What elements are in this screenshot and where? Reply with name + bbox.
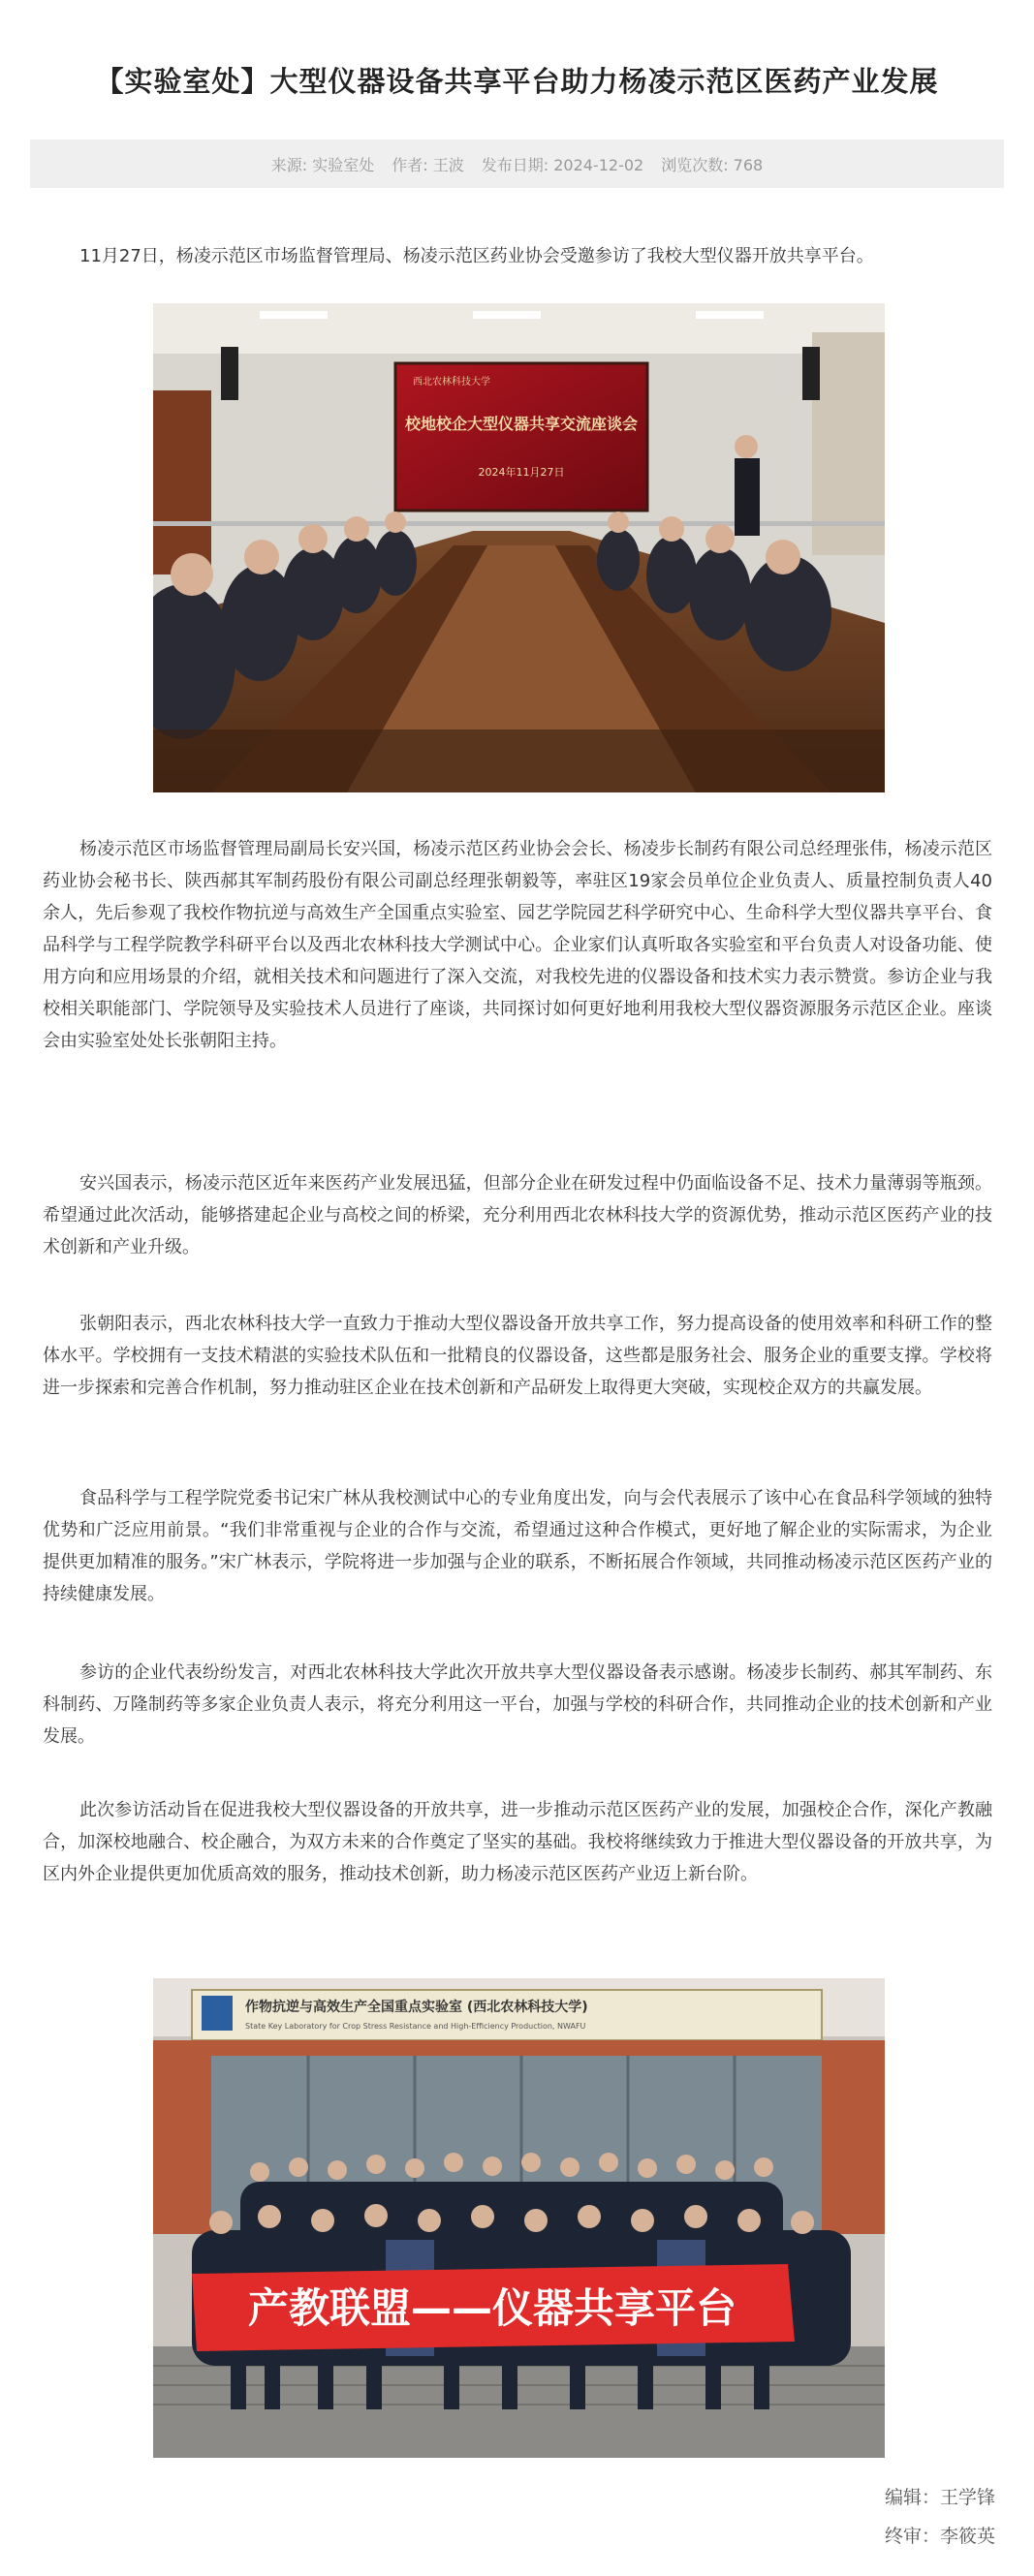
meta-author: 作者: 王波	[392, 155, 464, 174]
article-title: 【实验室处】大型仪器设备共享平台助力杨凌示范区医药产业发展	[95, 65, 939, 98]
meeting-photo	[153, 303, 885, 792]
reviewer-credit: 终审：李筱英	[884, 2526, 995, 2547]
lab-sign-en: State Key Laboratory for Crop Stress Resistance and High-Efficiency Production, NWAFU	[245, 2022, 586, 2031]
meeting-photo-graphic	[153, 303, 885, 792]
lab-sign-cn: 作物抗逆与高效生产全国重点实验室 (西北农林科技大学)	[245, 2000, 588, 2015]
meta-views: 浏览次数: 768	[661, 155, 764, 174]
screen-logo: 西北农林科技大学	[413, 377, 490, 388]
paragraph-6: 参访的企业代表纷纷发言，对西北农林科技大学此次开放共享大型仪器设备表示感谢。杨凌步长制药、郝其军制药、东科制药、万隆制药等多家企业负责人表示，将充分利用这一平台，加强与学校的科研合作，共同推动企业的技术创新和产业发展。	[43, 1662, 992, 1747]
paragraph-7: 此次参访活动旨在促进我校大型仪器设备的开放共享，进一步推动示范区医药产业的发展，加强校企合作，深化产教融合，加深校地融合、校企融合，为双方未来的合作奠定了坚实的基础。我校将继续致力于推进大型仪器设备的开放共享，为区内外企业提供更加优质高效的服务，推动技术创新，助力杨凌示范区医药产业迈上新台阶。	[43, 1800, 992, 1884]
paragraph-4: 张朝阳表示，西北农林科技大学一直致力于推动大型仪器设备开放共享工作，努力提高设备的使用效率和科研工作的整体水平。学校拥有一支技术精湛的实验技术队伍和一批精良的仪器设备，这些都是服务社会、服务企业的重要支撑。学校将进一步探索和完善合作机制，努力推动驻区企业在技术创新和产品研发上取得更大突破，实现校企双方的共赢发展。	[43, 1314, 992, 1398]
paragraph-5: 食品科学与工程学院党委书记宋广林从我校测试中心的专业角度出发，向与会代表展示了该中心在食品科学领域的独特优势和广泛应用前景。“我们非常重视与企业的合作与交流，希望通过这种合作模式，更好地了解企业的实际需求，为企业提供更加精准的服务。”宋广林表示，学院将进一步加强与企业的联系，不断拓展合作领域，共同推动杨凌示范区医药产业的持续健康发展。	[43, 1488, 992, 1604]
paragraph-3: 安兴国表示，杨凌示范区近年来医药产业发展迅猛，但部分企业在研发过程中仍面临设备不足、技术力量薄弱等瓶颈。希望通过此次活动，能够搭建起企业与高校之间的桥梁，充分利用西北农林科技大学的资源优势，推动示范区医药产业的技术创新和产业升级。	[43, 1173, 992, 1257]
lab-emblem-icon	[202, 1996, 233, 2031]
meta-source: 来源: 实验室处	[270, 155, 375, 174]
meta-date: 发布日期: 2024-12-02	[481, 155, 644, 174]
paragraph-2: 杨凌示范区市场监督管理局副局长安兴国，杨凌示范区药业协会会长、杨凌步长制药有限公司总经理张伟，杨凌示范区药业协会秘书长、陕西郝其军制药股份有限公司副总经理张朝毅等，率驻区19家会员单位企业负责人、质量控制负责人40余人，先后参观了我校作物抗逆与高效生产全国重点实验室、园艺学院园艺科学研究中心、生命科学大型仪器共享平台、食品科学与工程学院教学科研平台以及西北农林科技大学测试中心。企业家们认真听取各实验室和平台负责人对设备功能、使用方向和应用场景的介绍，就相关技术和问题进行了深入交流，对我校先进的仪器设备和技术实力表示赞赏。参访企业与我校相关职能部门、学院领导及实验技术人员进行了座谈，共同探讨如何更好地利用我校大型仪器资源服务示范区企业。座谈会由实验室处处长张朝阳主持。	[43, 839, 992, 1051]
screen-title: 校地校企大型仪器共享交流座谈会	[404, 415, 639, 433]
editor-credit: 编辑：王学锋	[884, 2487, 995, 2508]
group-photo-graphic	[153, 1978, 885, 2458]
banner-text: 产教联盟——仪器共享平台	[247, 2284, 737, 2332]
group-photo	[153, 1978, 885, 2458]
paragraph-1: 11月27日，杨凌示范区市场监督管理局、杨凌示范区药业协会受邀参访了我校大型仪器开放共享平台。	[79, 246, 874, 266]
article-meta-bar	[30, 140, 1004, 188]
screen-date: 2024年11月27日	[478, 466, 565, 479]
